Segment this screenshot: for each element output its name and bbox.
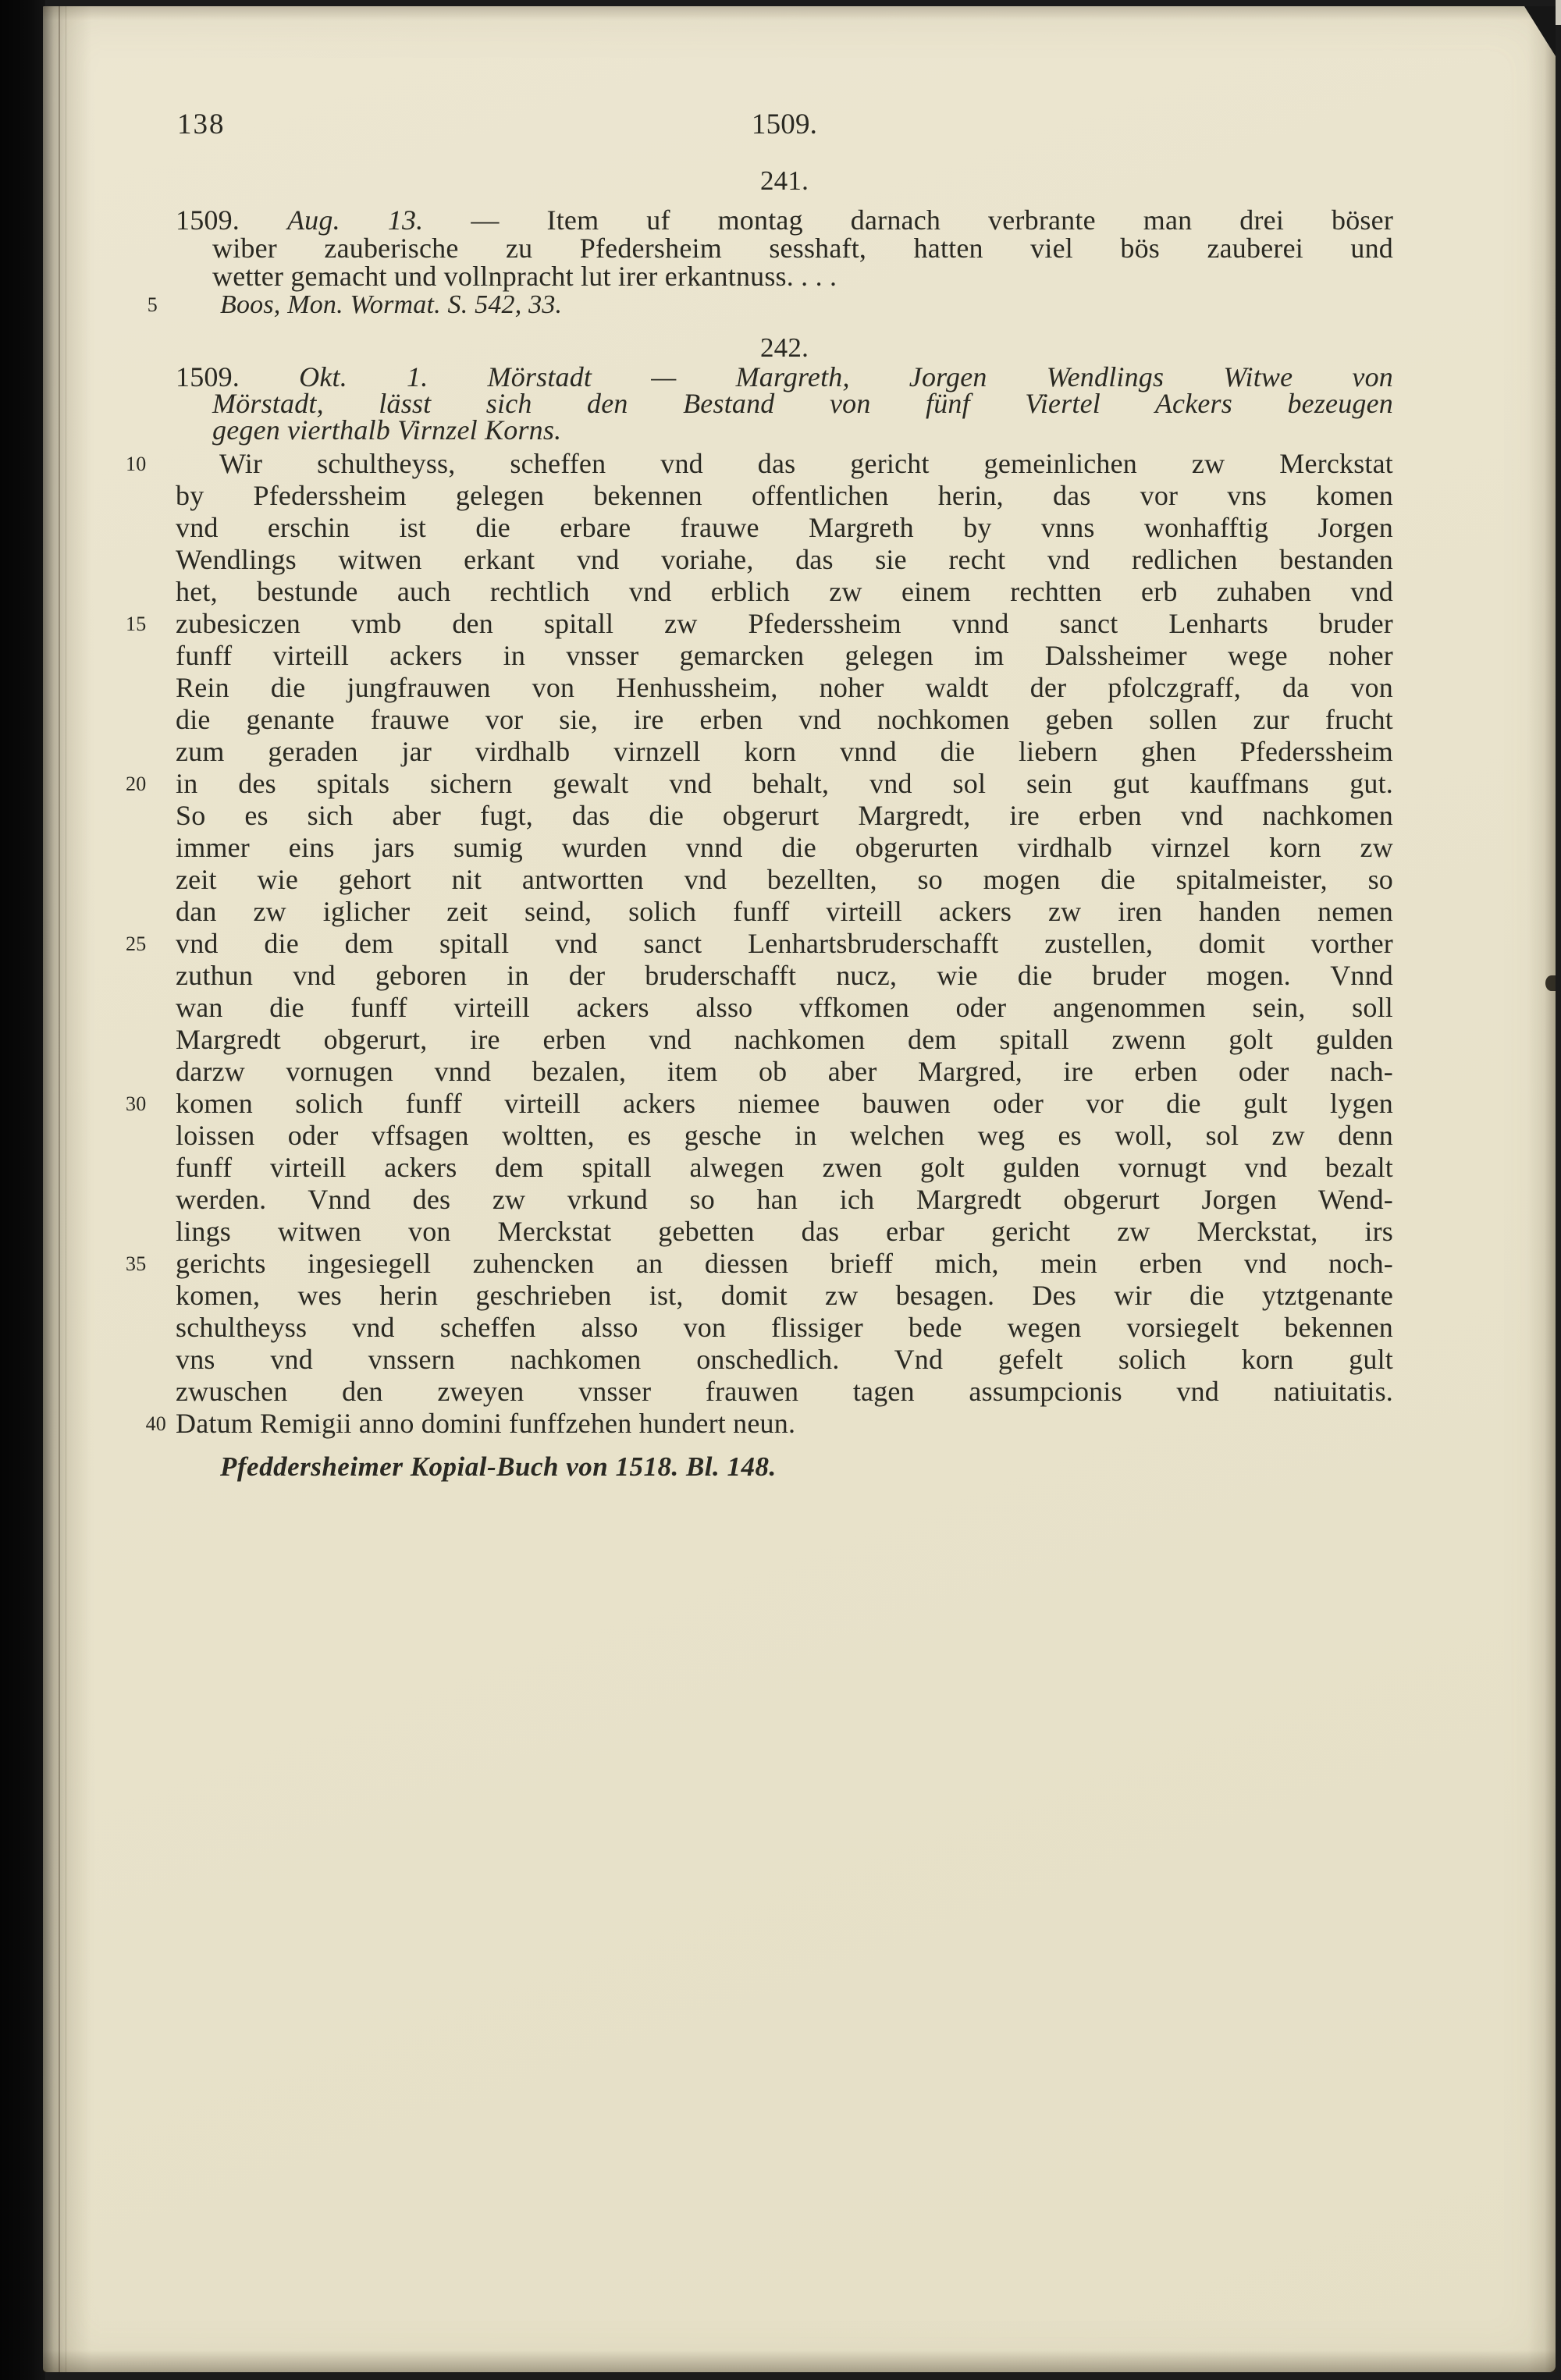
line-number: 25 [126,932,147,955]
line-number: 5 [147,293,158,316]
text-line: vnd erschin ist die erbare frauwe Margreth by vnns wonhafftig Jorgen [176,512,1393,543]
text-line: dan zw iglicher zeit seind, solich funff virteill ackers zw iren handen nemen [176,896,1393,927]
entry-242-heading [176,361,1394,446]
text-line: lings witwen von Merckstat gebetten das erbar gericht zw Merckstat, irs [176,1216,1393,1247]
right-edge-shade [1527,6,1556,2372]
text-line [176,361,1394,393]
edge-blemish [1545,975,1556,991]
text-line: 35 gerichts ingesiegell zuhencken an diessen brieff mich, mein erben vnd noch- [126,1248,1393,1279]
page-header [176,109,1393,140]
text-line: vns vnd vnssern nachkomen onschedlich. Vnd gefelt solich korn gult [176,1344,1393,1375]
page-content [126,6,1394,1482]
italic-text-segment: Okt. 1. Mörstadt — Margreth, Jorgen Wendlings Witwe von [299,361,1394,393]
italic-text-segment: Aug. 13. [286,204,424,236]
running-head: 1509. [751,108,818,140]
entry-241-source-citation [147,290,1393,319]
text-segment: 1509. [176,204,287,236]
text-line: darzw vornugen vnnd bezalen, item ob aber Margred, ire erben oder nach- [176,1056,1393,1087]
text-line [176,206,1393,234]
line-number: 40 [145,1412,166,1435]
page-number: 138 [177,108,226,140]
entry-241-number: 241. [759,165,809,196]
text-line: schultheyss vnd scheffen alsso von flissiger bede wegen vorsiegelt bekennen [176,1312,1393,1343]
left-edge-shade [43,6,91,2372]
entry-241-text [176,206,1393,290]
text-line: funff virteill ackers in vnsser gemarcken gelegen im Dalssheimer wege noher [176,640,1393,671]
bottom-edge-shade [43,2350,1556,2372]
text-line: die genante frauwe vor sie, ire erben vnd nochkomen geben sollen zur frucht [176,704,1393,735]
text-line: 30 komen solich funff virteill ackers niemee bauwen oder vor die gult lygen [126,1088,1393,1119]
text-segment: 1509. [176,361,300,393]
line-number: 10 [126,453,147,475]
text-line: immer eins jars sumig wurden vnnd die obgerurten virdhalb virnzel korn zw [176,832,1393,863]
text-line: 20 in des spitals sichern gewalt vnd behalt, vnd sol sein gut kauffmans gut. [126,768,1393,799]
text-line: Wendlings witwen erkant vnd voriahe, das sie recht vnd redlichen bestanden [176,544,1393,575]
source-text: Boos, Mon. Wormat. S. 542, 33. [220,290,563,319]
book-page [43,6,1556,2372]
text-line: Mörstadt, lässt sich den Bestand von fünf Viertel Ackers bezeugen [212,388,1393,419]
text-line: zum geraden jar virdhalb virnzell korn vnnd die liebern ghen Pfederssheim [176,736,1393,767]
text-segment: — Item uf montag darnach verbrante man drei böser [423,204,1394,236]
torn-corner [1524,6,1556,56]
text-line: zuthun vnd geboren in der bruderschafft nucz, wie die bruder mogen. Vnnd [176,960,1393,991]
text-line: 15 zubesiczen vmb den spitall zw Pfederssheim vnnd sanct Lenharts bruder [126,608,1393,639]
line-number: 30 [126,1092,147,1115]
line-number: 35 [126,1252,147,1275]
text-line: loissen oder vffsagen woltten, es gesche in welchen weg es woll, sol zw denn [176,1120,1393,1151]
text-line: So es sich aber fugt, das die obgerurt Margredt, ire erben vnd nachkomen [176,800,1393,831]
text-line: 10 Wir schultheyss, scheffen vnd das gericht gemeinlichen zw Merckstat [126,448,1393,479]
text-line: zeit wie gehort nit antwortten vnd bezellten, so mogen die spitalmeister, so [176,864,1393,895]
text-line: 40 Datum Remigii anno domini funffzehen hundert neun. [176,1408,1393,1440]
text-line: Margredt obgerurt, ire erben vnd nachkomen dem spitall zwenn golt gulden [176,1024,1393,1055]
text-line: wan die funff virteill ackers alsso vffkomen oder angenommen sein, soll [176,992,1393,1023]
text-line: komen, wes herin geschrieben ist, domit zw besagen. Des wir die ytztgenante [176,1280,1393,1311]
text-line: 25 vnd die dem spitall vnd sanct Lenhartsbruderschafft zustellen, domit vorther [126,928,1393,959]
text-line: werden. Vnnd des zw vrkund so han ich Margredt obgerurt Jorgen Wend- [176,1184,1393,1215]
entry-242-body [126,448,1393,1440]
entry-242-number: 242. [759,332,809,363]
text-line: wetter gemacht und vollnpracht lut irer erkantnuss. . . . [212,261,837,292]
text-line: Rein die jungfrauwen von Henhussheim, noher waldt der pfolczgraff, da von [176,672,1393,703]
gutter-fold-line [59,6,60,2372]
binding-gutter-shadow [0,0,45,2380]
text-line: by Pfederssheim gelegen bekennen offentlichen herin, das vor vns komen [176,480,1393,511]
line-number: 15 [126,613,147,635]
text-line: het, bestunde auch rechtlich vnd erblich zw einem rechtten erb zuhaben vnd [176,576,1393,607]
line-number: 20 [126,773,147,795]
page-edge-sliver [1556,0,1561,25]
text-line: funff virteill ackers dem spitall alwegen zwen golt gulden vornugt vnd bezalt [176,1152,1393,1183]
entry-242-source-citation: Pfeddersheimer Kopial-Buch von 1518. Bl. 148. [220,1451,777,1482]
text-line: gegen vierthalb Virnzel Korns. [212,414,562,446]
text-line: zwuschen den zweyen vnsser frauwen tagen assumpcionis vnd natiuitatis. [176,1376,1393,1407]
text-line: wiber zauberische zu Pfedersheim sesshaft, hatten viel bös zauberei und [212,233,1393,264]
